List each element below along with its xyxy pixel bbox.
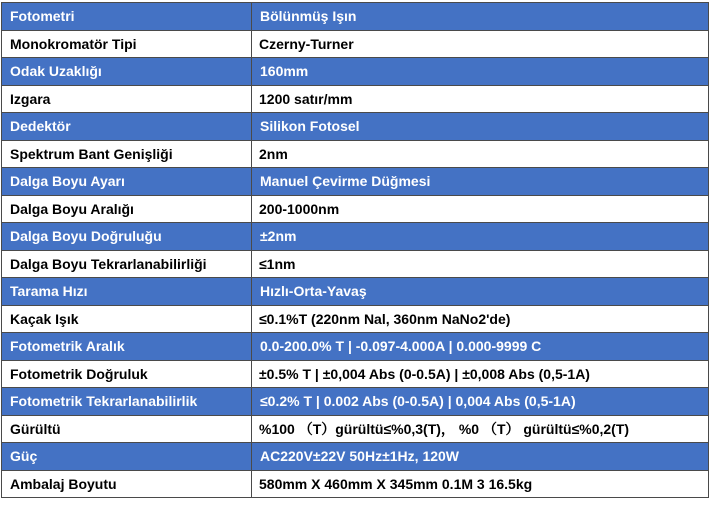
table-row (2, 113, 709, 141)
table-row (2, 30, 709, 58)
row-value: Czerny-Turner (252, 30, 709, 58)
table-row (2, 168, 709, 196)
table-row (2, 195, 709, 223)
table-row (2, 58, 709, 86)
table-row (2, 415, 709, 443)
row-value: ±2nm (252, 223, 709, 251)
table-row (2, 250, 709, 278)
row-value: 0.0-200.0% T | -0.097-4.000A | 0.000-9999 C (252, 333, 709, 361)
row-label: Dalga Boyu Tekrarlanabilirliği (2, 250, 252, 278)
row-value: 160mm (252, 58, 709, 86)
row-value: ≤0.1%T (220nm Nal, 360nm NaNo2'de) (252, 305, 709, 333)
row-label: Fotometrik Aralık (2, 333, 252, 361)
row-label: Güç (2, 443, 252, 471)
table-row (2, 305, 709, 333)
row-value: AC220V±22V 50Hz±1Hz, 120W (252, 443, 709, 471)
table-row (2, 140, 709, 168)
row-value: ≤0.2% T | 0.002 Abs (0-0.5A) | 0,004 Abs (0,5-1A) (252, 388, 709, 416)
row-value: 1200 satır/mm (252, 85, 709, 113)
row-label: Fotometrik Doğruluk (2, 360, 252, 388)
row-label: Dedektör (2, 113, 252, 141)
row-value: Hızlı-Orta-Yavaş (252, 278, 709, 306)
row-label: Odak Uzaklığı (2, 58, 252, 86)
row-value: Manuel Çevirme Düğmesi (252, 168, 709, 196)
row-value: ±0.5% T | ±0,004 Abs (0-0.5A) | ±0,008 Abs (0,5-1A) (252, 360, 709, 388)
table-row (2, 360, 709, 388)
row-label: Dalga Boyu Ayarı (2, 168, 252, 196)
row-label: Monokromatör Tipi (2, 30, 252, 58)
row-value: 200-1000nm (252, 195, 709, 223)
row-label: Izgara (2, 85, 252, 113)
row-label: Kaçak Işık (2, 305, 252, 333)
row-value: 2nm (252, 140, 709, 168)
row-label: Ambalaj Boyutu (2, 470, 252, 498)
row-label: Gürültü (2, 415, 252, 443)
table-row (2, 470, 709, 498)
table-row (2, 443, 709, 471)
table-row (2, 3, 709, 31)
row-label: Dalga Boyu Aralığı (2, 195, 252, 223)
row-value: Silikon Fotosel (252, 113, 709, 141)
spec-table (1, 2, 709, 498)
row-value: %100 （T）gürültü≤%0,3(T)， %0 （T） gürültü≤%0,2(T) (252, 415, 709, 443)
table-row (2, 85, 709, 113)
row-label: Spektrum Bant Genişliği (2, 140, 252, 168)
table-row (2, 333, 709, 361)
table-row (2, 388, 709, 416)
row-value: 580mm X 460mm X 345mm 0.1M 3 16.5kg (252, 470, 709, 498)
row-value: Bölünmüş Işın (252, 3, 709, 31)
row-label: Fotometri (2, 3, 252, 31)
row-label: Dalga Boyu Doğruluğu (2, 223, 252, 251)
table-row (2, 278, 709, 306)
row-label: Tarama Hızı (2, 278, 252, 306)
table-row (2, 223, 709, 251)
row-label: Fotometrik Tekrarlanabilirlik (2, 388, 252, 416)
row-value: ≤1nm (252, 250, 709, 278)
